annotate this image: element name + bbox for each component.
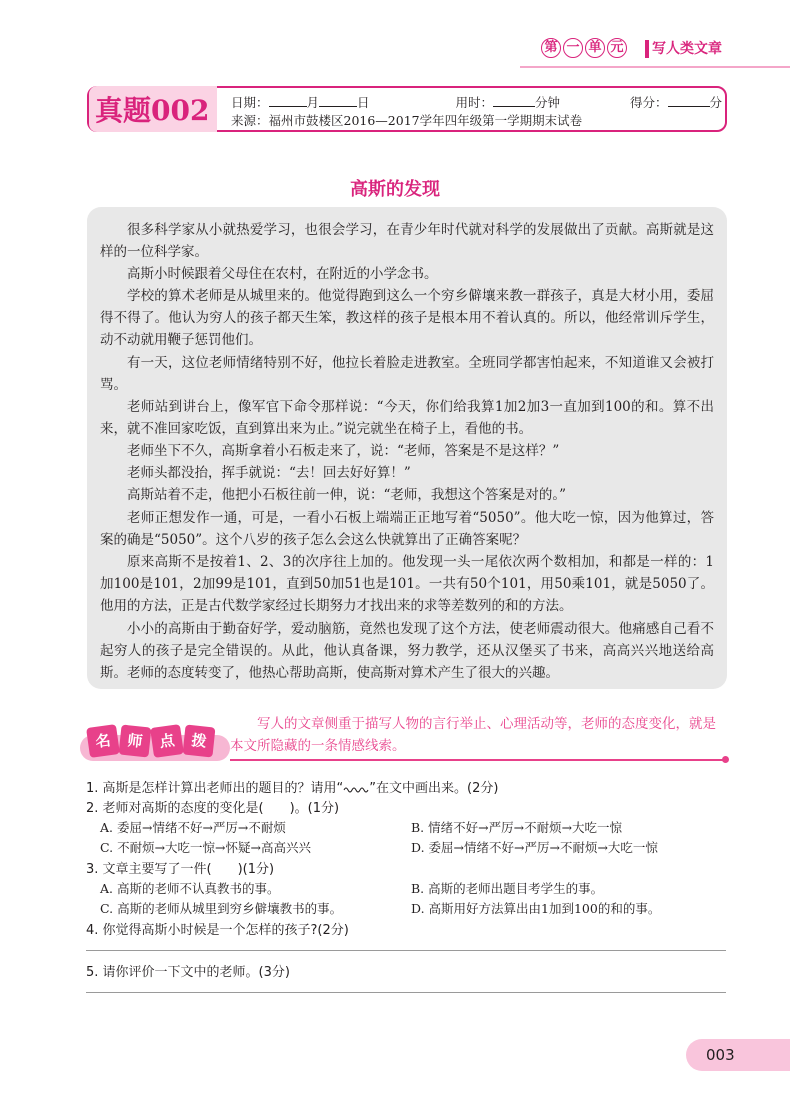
unit-char: 元	[607, 38, 627, 58]
passage-paragraph: 有一天，这位老师情绪特别不好，他拉长着脸走进教室。全班同学都害怕起来，不知道谁又会被打骂。	[100, 355, 714, 394]
passage-paragraph: 老师的态度转变了，他热心帮助高斯，使高斯对算术产生了很大的兴趣。	[127, 665, 559, 681]
passage-paragraph: 很多科学家从小就热爱学习，也很会学习，在青少年时代就对科学的发展做出了贡献。高斯就是这样的一位科学家。	[100, 222, 714, 261]
unit-label	[541, 38, 627, 58]
tip-dot	[722, 756, 729, 763]
page-number: 003	[706, 1046, 735, 1064]
tip-badge-char: 拨	[183, 725, 216, 758]
date-day-blank	[319, 94, 357, 107]
date-label: 日期：	[231, 95, 269, 110]
passage-paragraph: 老师头都没抬，挥手就说：“去！回去好好算！”	[127, 465, 411, 481]
question-3-option[interactable]: B. 高斯的老师出题目考学生的事。	[411, 881, 604, 896]
unit-char: 单	[585, 38, 605, 58]
month-label: 月	[306, 95, 320, 110]
points-label: 分	[709, 95, 723, 110]
question-2-option[interactable]: C. 不耐烦→大吃一惊→怀疑→高高兴兴	[100, 840, 311, 855]
passage-paragraph: 小小的高斯由于勤奋好学，爱动脑筋，竟然也发现了这个方法，使老师震动很大。他痛感自己看不起穷人的孩子是完全错误的。从此，他认真备课，努力教学，还从汉堡买了书来，高高兴兴地送给高斯。	[100, 621, 714, 682]
unit-header	[0, 0, 790, 70]
time-label: 用时：	[455, 95, 494, 110]
time-blank	[493, 94, 535, 107]
passage-paragraph: 学校的算术老师是从城里来的。他觉得跑到这么一个穷乡僻壤来教一群孩子，真是大材小用，委屈得不得了。他认为穷人的孩子都天生笨，教这样的孩子是根本用不着认真的。所以，他经常训斥学生，动不动就用鞭子惩罚他们。	[100, 288, 714, 349]
exam-meta-row	[231, 93, 722, 111]
section-divider-bar	[645, 40, 649, 58]
question-3: 3. 文章主要写了一件( )(1分)	[86, 862, 275, 877]
tip-badges	[88, 726, 216, 756]
wavy-underline-icon	[343, 785, 369, 793]
passage-paragraph: 高斯小时候跟着父母住在农村，在附近的小学念书。	[127, 266, 438, 282]
date-month-blank	[269, 94, 307, 107]
exam-label-tab	[89, 86, 217, 132]
passage-paragraph: 老师坐下不久，高斯拿着小石板走来了，说：“老师，答案是不是这样？”	[127, 443, 560, 459]
page-number-tab	[686, 1039, 790, 1071]
header-rule	[520, 66, 790, 68]
day-label: 日	[357, 95, 370, 110]
question-5: 5. 请你评价一下文中的老师。(3分)	[86, 965, 290, 980]
unit-char: 一	[563, 38, 583, 58]
tip-text: 写人的文章侧重于描写人物的言行举止、心理活动等，老师的态度变化，就是本文所隐藏的一条情感线索。	[230, 716, 716, 754]
answer-line[interactable]	[86, 992, 726, 993]
question-3-option[interactable]: C. 高斯的老师从城里到穷乡僻壤教书的事。	[100, 901, 343, 916]
section-title: 写人类文章	[652, 41, 722, 57]
exam-label: 真题002	[95, 94, 210, 127]
passage-paragraph: 原来高斯不是按着1、2、3的次序往上加的。他发现一头一尾依次两个数相加，和都是一样的：1加100是101，2加99是101，直到50加51也是101。一共有50个101，用50乘101，就是5050了。他用的方法，正是古代数学家经过长期努力才找出来的求等差数列的和的方法。	[100, 554, 714, 615]
question-2-option[interactable]: D. 委屈→情绪不好→严厉→不耐烦→大吃一惊	[411, 840, 658, 855]
question-1	[86, 777, 498, 796]
passage-paragraph: 老师站到讲台上，像军官下命令那样说：“今天，你们给我算1加2加3一直加到100的和。算不出来，就不准回家吃饭，直到算出来为止。”说完就坐在椅子上，看他的书。	[100, 399, 714, 438]
question-2-option[interactable]: A. 委屈→情绪不好→严厉→不耐烦	[100, 820, 286, 835]
tip-underline	[230, 759, 727, 761]
question-2-option[interactable]: B. 情绪不好→严厉→不耐烦→大吃一惊	[411, 820, 623, 835]
tip-badge-char: 名	[86, 724, 120, 758]
passage-paragraph: 老师正想发作一通，可是，一看小石板上端端正正地写着“5050”。他大吃一惊，因为他算过，答案的确是“5050”。这个八岁的孩子怎么会这么快就算出了正确答案呢？	[100, 510, 714, 549]
tip-badge-char: 点	[150, 724, 184, 758]
score-blank	[668, 94, 710, 107]
exam-source: 来源：福州市鼓楼区2016—2017学年四年级第一学期期末试卷	[231, 113, 583, 128]
article-title: 高斯的发现	[350, 179, 440, 200]
question-3-option[interactable]: D. 高斯用好方法算出由1加到100的和的事。	[411, 901, 661, 916]
question-1-text-start: 1. 高斯是怎样计算出老师出的题目的？请用“	[86, 781, 344, 796]
question-1-text-end: ”在文中画出来。(2分)	[369, 781, 499, 796]
unit-char: 第	[541, 38, 561, 58]
answer-line[interactable]	[86, 950, 726, 951]
exam-info-box	[87, 86, 727, 132]
score-label: 得分：	[630, 95, 668, 110]
question-3-option[interactable]: A. 高斯的老师不认真教书的事。	[100, 881, 280, 896]
question-4: 4. 你觉得高斯小时候是一个怎样的孩子?(2分)	[86, 923, 349, 938]
passage-paragraph: 高斯站着不走，他把小石板往前一伸，说：“老师，我想这个答案是对的。”	[127, 487, 567, 503]
question-2: 2. 老师对高斯的态度的变化是( )。(1分)	[86, 801, 340, 816]
minutes-label: 分钟	[535, 95, 561, 110]
tip-badge-char: 师	[119, 725, 152, 758]
